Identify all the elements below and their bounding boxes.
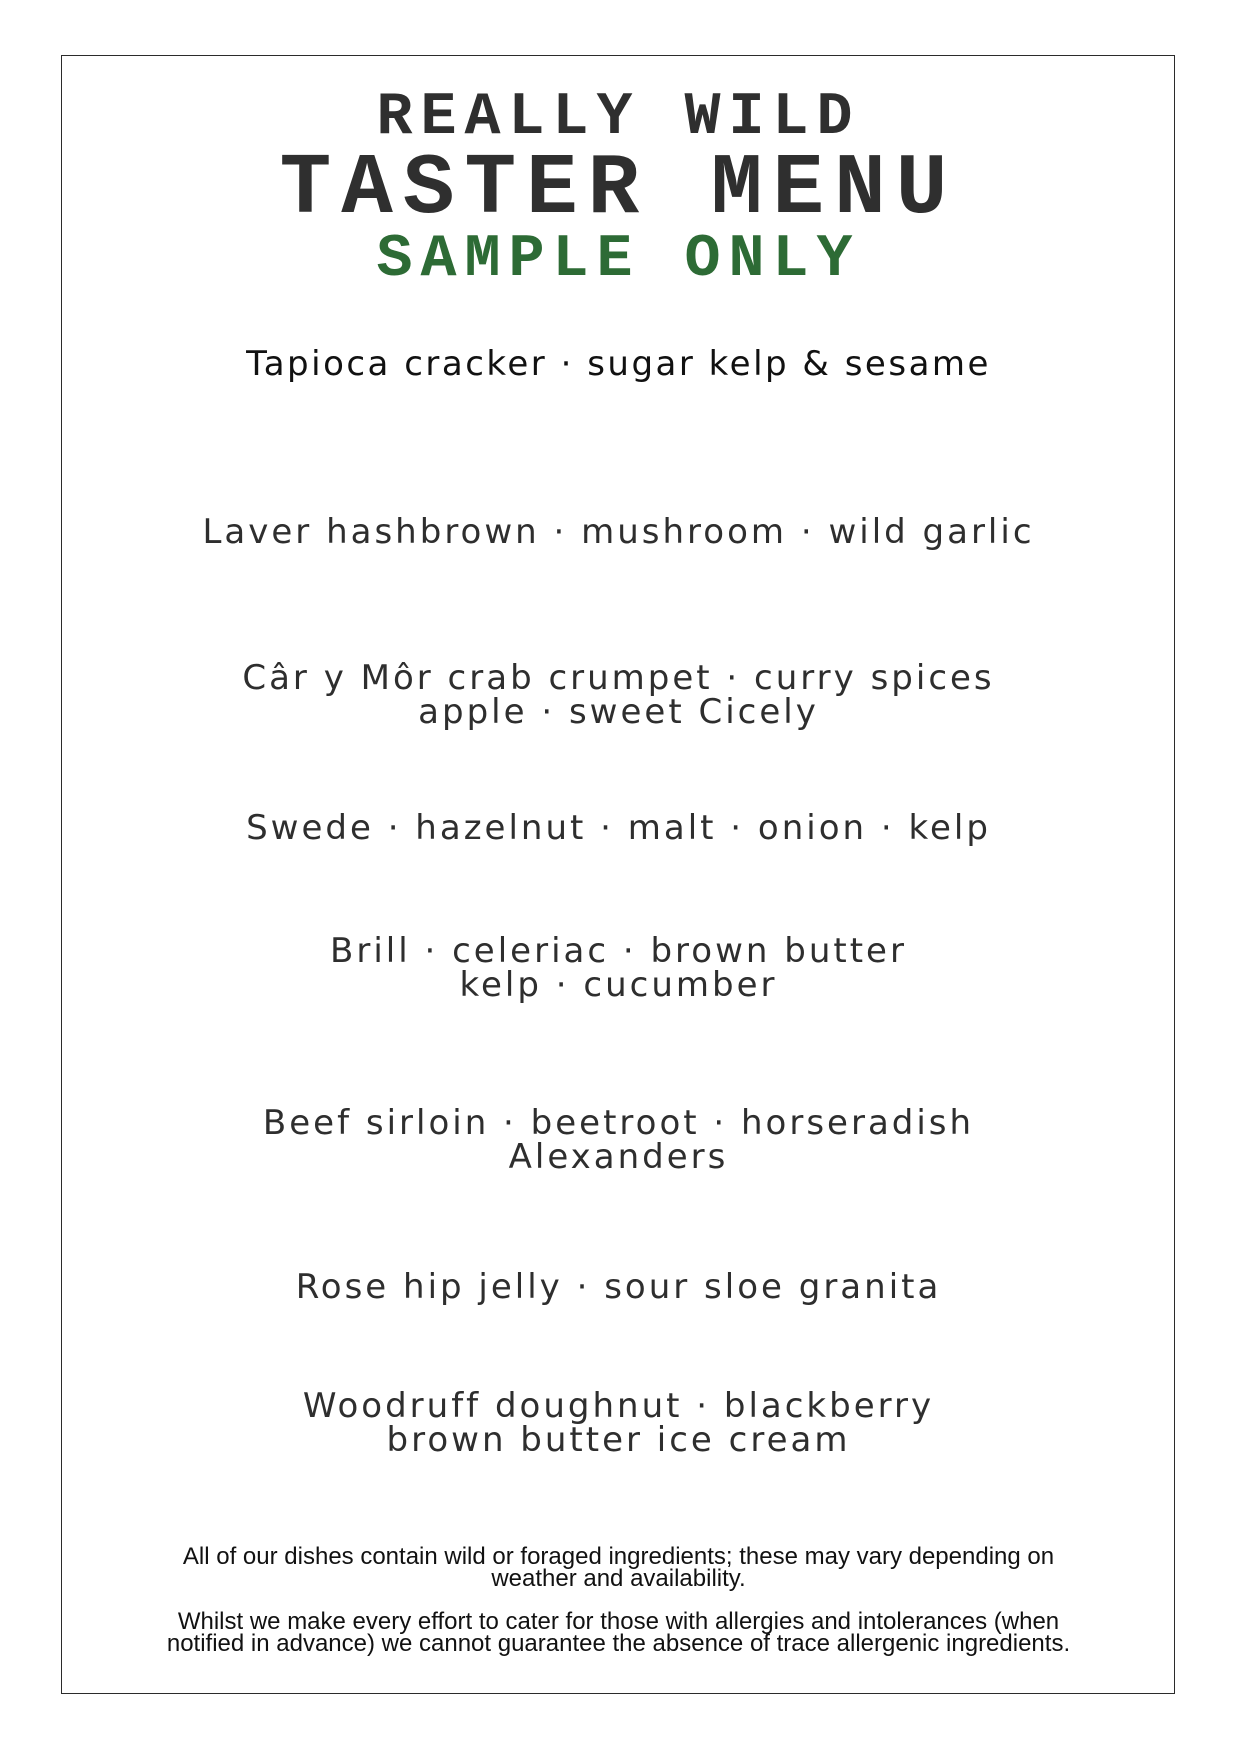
note-line: Whilst we make every effort to cater for those with allergies and intolerances (when	[177, 1608, 1060, 1635]
dish-beef-sirloin	[0, 1103, 1237, 1177]
dish-line: brown butter ice cream	[386, 1420, 851, 1460]
dish-line: Rose hip jelly · sour sloe granita	[295, 1267, 942, 1307]
dish-line: apple · sweet Cicely	[418, 692, 819, 732]
foraged-ingredients-note	[0, 1543, 1237, 1592]
sample-only-label: SAMPLE ONLY	[376, 226, 861, 294]
menu-title-really-wild: REALLY WILD	[376, 84, 861, 152]
dish-tapioca-cracker	[0, 344, 1237, 384]
dish-line: Beef sirloin · beetroot · horseradish	[262, 1103, 975, 1143]
dish-line: Laver hashbrown · mushroom · wild garlic	[202, 512, 1035, 552]
dish-rose-hip-jelly	[0, 1267, 1237, 1307]
dish-swede	[0, 808, 1237, 848]
note-line: weather and availability.	[491, 1565, 746, 1592]
dish-line: Brill · celeriac · brown butter	[330, 931, 907, 971]
dish-line: Câr y Môr crab crumpet · curry spices	[242, 658, 995, 698]
allergy-disclaimer	[0, 1608, 1237, 1657]
note-line: All of our dishes contain wild or foraged ingredients; these may vary depending on	[182, 1543, 1055, 1570]
dish-line: Woodruff doughnut · blackberry	[302, 1386, 935, 1426]
menu-title-taster-menu: TASTER MENU	[279, 140, 958, 238]
dish-laver-hashbrown	[0, 512, 1237, 552]
dish-brill	[0, 931, 1237, 1005]
dish-woodruff-doughnut	[0, 1386, 1237, 1460]
dish-line: Alexanders	[508, 1137, 729, 1177]
dish-crab-crumpet	[0, 658, 1237, 732]
dish-line: kelp · cucumber	[459, 965, 778, 1005]
note-line: notified in advance) we cannot guarantee the absence of trace allergenic ingredients.	[166, 1630, 1071, 1657]
dish-line: Swede · hazelnut · malt · onion · kelp	[246, 808, 991, 848]
dish-line: Tapioca cracker · sugar kelp & sesame	[246, 344, 991, 384]
